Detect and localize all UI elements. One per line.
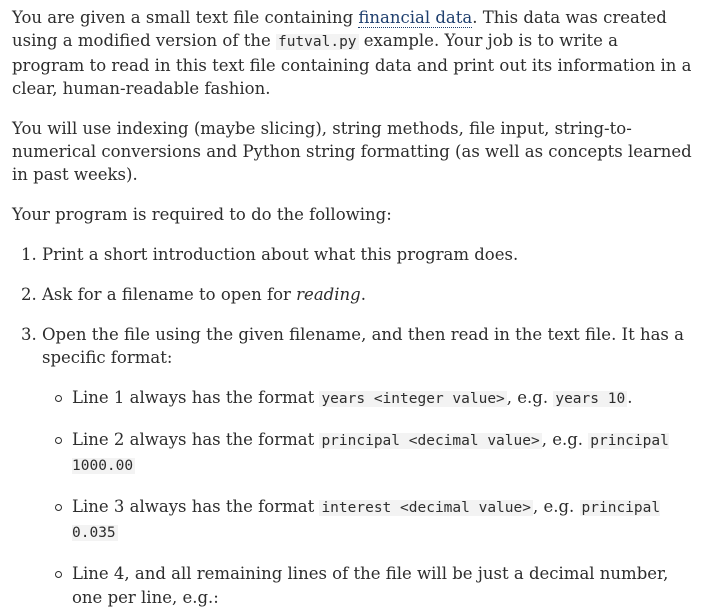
format-item: Line 3 always has the format interest <decimal value> , e.g. principal 0.035	[72, 495, 692, 545]
requirement-item	[42, 323, 692, 610]
requirements-list	[12, 243, 692, 610]
format-item: Line 2 always has the format principal <decimal value> , e.g. principal 1000.00	[72, 428, 692, 478]
intro-paragraph-1	[12, 6, 692, 100]
intro-paragraph-2: You will use indexing (maybe slicing), string methods, file input, string-to-numerical conversions and Python string formatting (as well as concepts learned in past weeks).	[12, 119, 692, 184]
financial-data-link[interactable]: financial data	[358, 8, 473, 27]
inline-code: principal 1000.00	[72, 433, 669, 474]
requirement-text: Print a short introduction about what this program does.	[42, 245, 519, 264]
bullet-icon	[55, 437, 62, 444]
intro-text: example. Your job is to write a program to read in this text file containing data and print out its information in a clear, human-readable fashion.	[12, 31, 692, 98]
bullet-icon	[55, 504, 62, 511]
inline-code: principal 0.035	[72, 500, 661, 541]
intro-text: You are given a small text file containing	[12, 8, 359, 27]
requirement-text: Open the file using the given filename, and then read in the text file. It has a specific format:	[42, 325, 684, 367]
requirement-item: 2. Ask for a filename to open for reading.	[42, 283, 692, 306]
format-item: Line 1 always has the format years <integer value> , e.g. years 10 .	[72, 386, 692, 411]
file-format-list	[42, 386, 692, 610]
inline-code: interest <decimal value>	[321, 500, 531, 516]
inline-code: principal <decimal value>	[321, 433, 540, 449]
requirement-item	[42, 243, 692, 266]
bullet-icon	[55, 395, 62, 402]
inline-code: years 10	[555, 391, 626, 407]
requirement-text: Ask for a filename to open for	[42, 285, 297, 304]
inline-code: futval.py	[277, 34, 357, 50]
intro-paragraph-3: Your program is required to do the following:	[12, 205, 392, 224]
format-item: Line 4, and all remaining lines of the file will be just a decimal number, one per line, e.g.:	[72, 562, 692, 610]
bullet-icon	[55, 571, 62, 578]
inline-code: years <integer value>	[321, 391, 505, 407]
intro-text: . This data was created using a modified version of the	[12, 8, 667, 50]
emphasis-text: reading	[296, 285, 361, 304]
